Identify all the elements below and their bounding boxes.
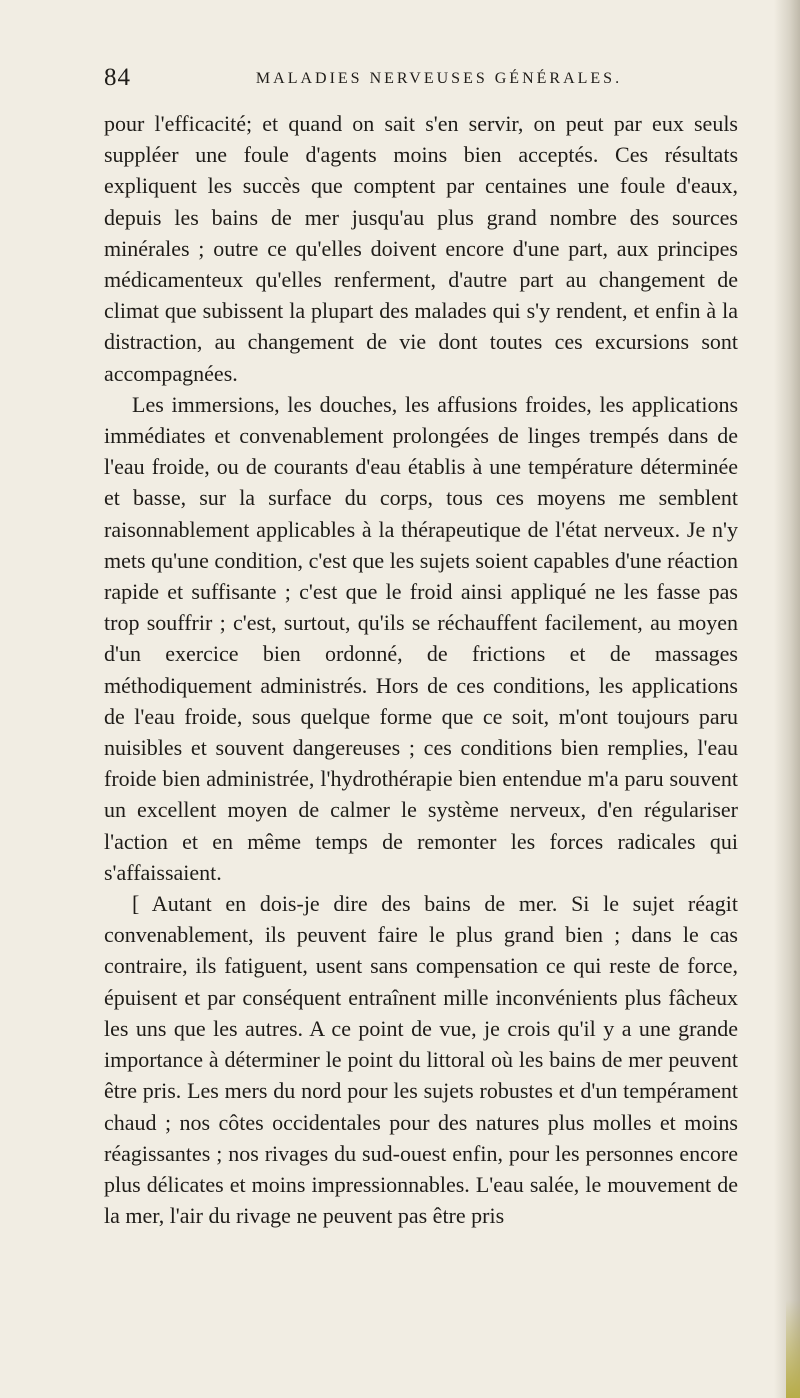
running-head <box>104 64 738 108</box>
body-text <box>104 108 738 1231</box>
paragraph-2: Les immersions, les douches, les affusions froides, les applications immédiates et convenablement prolongées de linges trempés dans de l'eau froide, ou de courants d'eau établis à une température déterminée et basse, sur la surface du corps, tous ces moyens me semblent raisonnablement applicables à la thérapeutique de l'état nerveux. Je n'y mets qu'une condition, c'est que les sujets soient capables d'une réaction rapide et suffisante ; c'est que le froid ainsi appliqué ne les fasse pas trop souffrir ; c'est, surtout, qu'ils se réchauffent facilement, au moyen d'un exercice bien ordonné, de frictions et de massages méthodiquement administrés. Hors de ces conditions, les applications de l'eau froide, sous quelque forme que ce soit, m'ont toujours paru nuisibles et souvent dangereuses ; ces conditions bien remplies, l'eau froide bien administrée, l'hydrothérapie bien entendue m'a paru souvent un excellent moyen de calmer le système nerveux, d'en régulariser l'action et en même temps de remonter les forces radicales qui s'affaissaient. <box>104 391 738 885</box>
running-title: MALADIES NERVEUSES GÉNÉRALES. <box>255 70 623 87</box>
page-number: 84 <box>104 64 131 91</box>
paragraph-1: pour l'efficacité; et quand on sait s'en servir, on peut par eux seuls suppléer une foule d'agents moins bien acceptés. Ces résultats expliquent les succès que comptent par centaines une foule d'eaux, depuis les bains de mer jusqu'au plus grand nombre des sources minérales ; outre ce qu'elles doivent encore d'une part, aux principes médicamenteux qu'elles renferment, d'autre part au changement de climat que subissent la plupart des malades qui s'y rendent, et enfin à la distraction, au changement de vie dont toutes ces excursions sont accompagnées. <box>104 111 738 386</box>
paragraph-3: [ Autant en dois-je dire des bains de mer. Si le sujet réagit convenablement, ils peuvent faire le plus grand bien ; dans le cas contraire, ils fatiguent, usent sans compensation ce qui reste de force, épuisent et par conséquent entraînent mille inconvénients plus fâcheux les uns que les autres. A ce point de vue, je crois qu'il y a une grande importance à déterminer le point du littoral où les bains de mer peuvent être pris. Les mers du nord pour les sujets robustes et d'un tempérament chaud ; nos côtes occidentales pour des natures plus molles et moins réagissantes ; nos rivages du sud-ouest enfin, pour les personnes encore plus délicates et moins impressionnables. L'eau salée, le mouvement de la mer, l'air du rivage ne peuvent pas être pris <box>104 891 738 1229</box>
